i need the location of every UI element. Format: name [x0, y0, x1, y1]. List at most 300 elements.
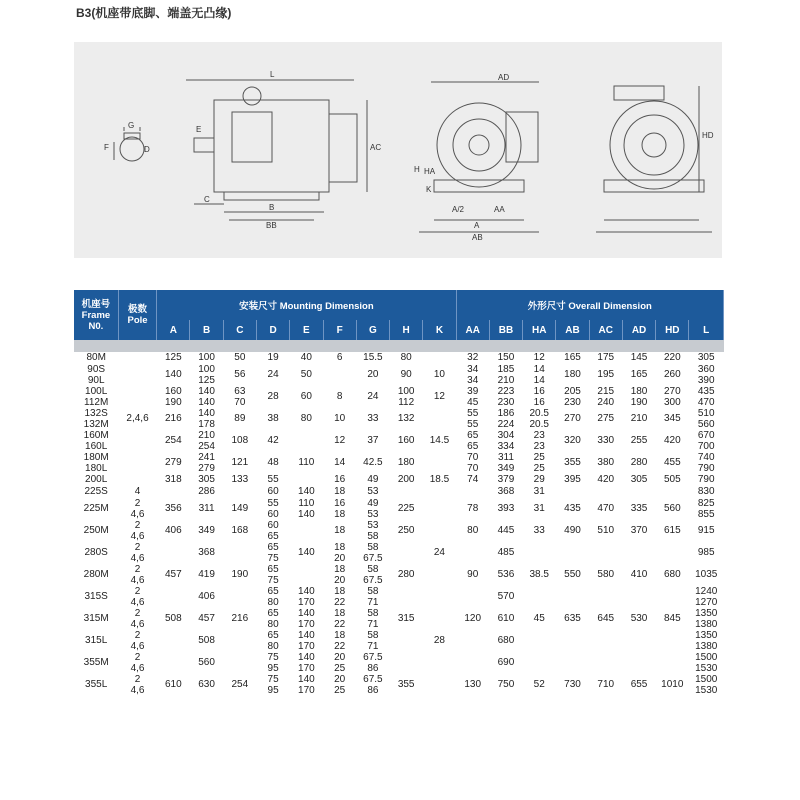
cell-ad — [622, 586, 655, 608]
cell-hd — [656, 498, 689, 520]
cell-value: 455 — [663, 457, 681, 469]
cell-value: 130 — [464, 679, 482, 691]
cell-e — [290, 520, 323, 542]
cell-value: 280 — [630, 457, 648, 469]
cell-value: 255 — [630, 435, 648, 447]
cell-value: 100L — [85, 385, 108, 397]
cell-pole — [118, 630, 156, 652]
cell-b — [190, 520, 223, 542]
cell-ac — [589, 408, 622, 430]
cell-value: 125 — [198, 374, 215, 386]
cell-value: 78 — [467, 503, 479, 515]
cell-ab — [556, 364, 589, 386]
label-ac: AC — [370, 143, 382, 152]
cell-value: 67.5 — [363, 552, 383, 564]
cell-value: 349 — [198, 525, 215, 537]
cell-b — [190, 542, 223, 564]
cell-value: 490 — [564, 525, 581, 537]
cell-pole — [118, 652, 156, 674]
cell-value: 33 — [367, 413, 379, 425]
cell-value: 330 — [597, 435, 615, 447]
cell-value: 560 — [697, 418, 715, 430]
cell-k — [423, 452, 456, 474]
cell-value: 610 — [497, 613, 515, 625]
label-ab: AB — [472, 233, 483, 242]
cell-pole — [118, 474, 156, 486]
cell-b — [190, 630, 223, 652]
cell-value: 180 — [397, 457, 415, 469]
cell-b — [190, 452, 223, 474]
cell-e — [290, 498, 323, 520]
table-row — [74, 430, 724, 452]
cell-ac — [589, 386, 622, 408]
cell-bb — [489, 498, 522, 520]
cell-c — [223, 486, 256, 498]
cell-value: 655 — [630, 679, 648, 691]
cell-value: 435 — [697, 385, 715, 397]
cell-value: 22 — [334, 618, 346, 630]
cell-value: 4,6 — [130, 684, 145, 696]
cell-e — [290, 608, 323, 630]
cell-ad — [622, 498, 655, 520]
cell-value: 250 — [397, 525, 415, 537]
table-row — [74, 486, 724, 498]
cell-bb — [489, 474, 522, 486]
cell-value: 45 — [533, 613, 545, 625]
cell-e — [290, 630, 323, 652]
column-header-f: F — [323, 320, 356, 340]
cell-pole — [118, 542, 156, 564]
cell-hd — [656, 486, 689, 498]
cell-ha — [523, 486, 556, 498]
cell-value: 20 — [334, 651, 346, 663]
cell-value: 510 — [697, 407, 715, 419]
cell-bb — [489, 564, 522, 586]
cell-l — [689, 386, 724, 408]
label-l: L — [270, 70, 275, 79]
cell-frame — [74, 352, 118, 364]
cell-value: 31 — [533, 503, 545, 515]
cell-value: 223 — [497, 385, 515, 397]
cell-b — [190, 586, 223, 608]
cell-hd — [656, 586, 689, 608]
cell-value: 80 — [467, 525, 479, 537]
cell-aa — [456, 386, 489, 408]
cell-value: 18 — [334, 607, 346, 619]
cell-value: 71 — [367, 596, 379, 608]
cell-ha — [523, 608, 556, 630]
cell-value: 18 — [334, 508, 346, 520]
cell-l — [689, 452, 724, 474]
cell-value: 825 — [697, 497, 715, 509]
cell-ad — [622, 520, 655, 542]
cell-a — [157, 652, 190, 674]
cell-g — [356, 608, 389, 630]
cell-aa — [456, 520, 489, 542]
cell-g — [356, 352, 389, 364]
cell-value: 270 — [564, 413, 581, 425]
cell-value: 225M — [83, 503, 109, 515]
column-header-c: C — [223, 320, 256, 340]
cell-ab — [556, 520, 589, 542]
cell-value: 58 — [367, 530, 379, 542]
cell-value: 305 — [198, 474, 215, 486]
cell-value: 580 — [597, 569, 615, 581]
cell-value: 108 — [231, 435, 249, 447]
cell-aa — [456, 452, 489, 474]
cell-value: 355 — [564, 457, 581, 469]
cell-hd — [656, 630, 689, 652]
cell-value: 18 — [334, 541, 346, 553]
cell-bb — [489, 408, 522, 430]
cell-value: 16 — [334, 474, 346, 486]
cell-b — [190, 352, 223, 364]
cell-l — [689, 474, 724, 486]
label-bb: BB — [266, 221, 277, 230]
cell-value: 790 — [697, 474, 715, 486]
cell-value: 75 — [267, 651, 279, 663]
cell-value: 4 — [134, 486, 141, 498]
cell-l — [689, 430, 724, 452]
cell-value: 380 — [597, 457, 615, 469]
rear-view-circle — [610, 101, 698, 189]
cell-value: 80M — [86, 352, 106, 364]
cell-value: 536 — [497, 569, 515, 581]
cell-value: 670 — [697, 429, 715, 441]
cell-ab — [556, 652, 589, 674]
cell-frame — [74, 452, 118, 474]
cell-value: 740 — [697, 451, 715, 463]
cell-value: 280S — [84, 547, 108, 559]
cell-ha — [523, 474, 556, 486]
cell-g — [356, 364, 389, 386]
cell-bb — [489, 386, 522, 408]
terminal-box — [232, 112, 272, 162]
cell-value: 168 — [231, 525, 249, 537]
cell-g — [356, 498, 389, 520]
cell-e — [290, 430, 323, 452]
cell-k — [423, 586, 456, 608]
cell-hd — [656, 364, 689, 386]
cell-value: 165 — [630, 369, 648, 381]
cell-value: 63 — [234, 385, 246, 397]
cell-ha — [523, 386, 556, 408]
cell-frame — [74, 408, 118, 430]
cell-ad — [622, 452, 655, 474]
cell-f — [323, 364, 356, 386]
cell-ha — [523, 564, 556, 586]
cell-value: 410 — [630, 569, 648, 581]
cell-value: 58 — [367, 585, 379, 597]
cell-value: 53 — [367, 508, 379, 520]
cell-k — [423, 352, 456, 364]
cell-value: 355 — [397, 679, 415, 691]
cell-value: 254 — [231, 679, 249, 691]
table-row — [74, 564, 724, 586]
cell-value: 58 — [367, 541, 379, 553]
cell-value: 635 — [564, 613, 581, 625]
cell-value: 24 — [433, 547, 445, 559]
cell-ad — [622, 652, 655, 674]
cell-ad — [622, 430, 655, 452]
frame-header — [74, 290, 118, 340]
cell-ab — [556, 498, 589, 520]
drawing-svg — [74, 42, 722, 258]
cell-value: 355M — [83, 657, 109, 669]
cell-c — [223, 408, 256, 430]
cell-f — [323, 352, 356, 364]
cell-pole — [118, 586, 156, 608]
cell-e — [290, 352, 323, 364]
cell-bb — [489, 520, 522, 542]
cell-k — [423, 564, 456, 586]
cell-value: 195 — [597, 369, 615, 381]
cell-l — [689, 630, 724, 652]
label-aa: AA — [494, 205, 505, 214]
cell-value: 160L — [85, 440, 108, 452]
cell-pole — [118, 408, 156, 430]
column-header-ha: HA — [523, 320, 556, 340]
cell-f — [323, 452, 356, 474]
cell-b — [190, 408, 223, 430]
cell-value: 71 — [367, 618, 379, 630]
cell-value: 180 — [564, 369, 581, 381]
cell-value: 24 — [267, 369, 279, 381]
label-h: H — [414, 165, 420, 174]
front-terminal-box — [506, 112, 538, 162]
cell-value: 205 — [564, 385, 581, 397]
cell-value: 186 — [497, 407, 515, 419]
column-header-d: D — [256, 320, 289, 340]
cell-k — [423, 486, 456, 498]
cell-ab — [556, 486, 589, 498]
cell-frame — [74, 586, 118, 608]
cell-value: 112M — [84, 396, 109, 408]
cell-ac — [589, 520, 622, 542]
cell-value: 200L — [85, 474, 108, 486]
cell-value: 32 — [467, 352, 479, 364]
cell-value: 254 — [198, 440, 215, 452]
cell-ha — [523, 674, 556, 696]
cell-value: 530 — [630, 613, 648, 625]
cell-value: 12 — [533, 352, 545, 364]
cell-value: 50 — [234, 352, 246, 364]
cell-value: 4,6 — [130, 640, 145, 652]
cell-f — [323, 630, 356, 652]
cell-e — [290, 652, 323, 674]
cell-aa — [456, 652, 489, 674]
cell-value: 80 — [267, 596, 279, 608]
cell-value: 510 — [597, 525, 615, 537]
cell-h — [390, 520, 423, 542]
cell-value: 390 — [697, 374, 715, 386]
cell-ab — [556, 608, 589, 630]
label-d: D — [144, 145, 150, 154]
cell-c — [223, 564, 256, 586]
cell-d — [256, 452, 289, 474]
cell-value: 67.5 — [363, 651, 383, 663]
cell-value: 18 — [334, 563, 346, 575]
cell-value: 241 — [198, 451, 215, 463]
cell-value: 140 — [298, 547, 315, 559]
cell-value: 120 — [464, 613, 482, 625]
cell-hd — [656, 520, 689, 542]
cell-d — [256, 364, 289, 386]
cell-value: 1350 — [695, 607, 718, 619]
cell-value: 49 — [367, 497, 379, 509]
cell-value: 145 — [630, 352, 648, 364]
cell-value: 140 — [198, 396, 215, 408]
cell-value: 22 — [334, 596, 346, 608]
cell-value: 349 — [497, 462, 515, 474]
cell-value: 225S — [84, 486, 108, 498]
cell-value: 508 — [198, 635, 215, 647]
column-header-aa: AA — [456, 320, 489, 340]
cell-ad — [622, 674, 655, 696]
column-header-h: H — [390, 320, 423, 340]
cell-value: 2 — [134, 563, 141, 575]
cell-frame — [74, 498, 118, 520]
cell-aa — [456, 564, 489, 586]
cell-value: 58 — [367, 563, 379, 575]
frame-header-cn: 机座号 — [81, 298, 111, 310]
cell-g — [356, 408, 389, 430]
cell-value: 140 — [298, 673, 315, 685]
shaft — [194, 138, 214, 152]
cell-value: 52 — [533, 679, 545, 691]
cell-value: 55 — [267, 497, 279, 509]
cell-value: 360 — [697, 363, 715, 375]
cell-value: 58 — [367, 629, 379, 641]
cell-e — [290, 452, 323, 474]
cell-value: 70 — [234, 396, 246, 408]
cell-ac — [589, 674, 622, 696]
cell-frame — [74, 630, 118, 652]
cell-value: 406 — [198, 591, 215, 603]
cell-value: 75 — [267, 574, 279, 586]
cell-value: 70 — [467, 451, 479, 463]
cell-value: 165 — [564, 352, 581, 364]
cell-value: 121 — [231, 457, 249, 469]
cell-value: 180 — [630, 385, 648, 397]
cell-a — [157, 474, 190, 486]
cell-value: 39 — [467, 385, 479, 397]
cell-pole — [118, 486, 156, 498]
cell-value: 830 — [697, 486, 715, 498]
cell-f — [323, 542, 356, 564]
cell-f — [323, 386, 356, 408]
cell-bb — [489, 630, 522, 652]
cell-value: 23 — [533, 429, 545, 441]
label-a: A — [474, 221, 480, 230]
cell-bb — [489, 586, 522, 608]
cell-ac — [589, 364, 622, 386]
cell-bb — [489, 486, 522, 498]
cell-c — [223, 608, 256, 630]
cell-value: 140 — [298, 508, 315, 520]
cell-value: 149 — [231, 503, 249, 515]
cell-value: 19 — [267, 352, 279, 364]
cell-hd — [656, 452, 689, 474]
cell-value: 56 — [234, 369, 246, 381]
cell-h — [390, 564, 423, 586]
cell-value: 170 — [298, 662, 315, 674]
cell-value: 286 — [198, 486, 215, 498]
column-header-hd: HD — [656, 320, 689, 340]
cell-b — [190, 386, 223, 408]
cell-ac — [589, 474, 622, 486]
cell-c — [223, 386, 256, 408]
cell-value: 2 — [134, 651, 141, 663]
cell-value: 29 — [533, 474, 545, 486]
cell-value: 110 — [298, 457, 315, 469]
cell-value: 240 — [597, 396, 615, 408]
cell-value: 855 — [697, 508, 715, 520]
table-row — [74, 608, 724, 630]
cell-value: 18 — [334, 585, 346, 597]
table-row — [74, 452, 724, 474]
cell-value: 100 — [198, 363, 215, 375]
cell-value: 112 — [398, 396, 415, 408]
cell-f — [323, 608, 356, 630]
cell-value: 80 — [267, 618, 279, 630]
cell-value: 1380 — [695, 618, 718, 630]
cell-value: 60 — [267, 508, 279, 520]
cell-d — [256, 430, 289, 452]
cell-bb — [489, 452, 522, 474]
cell-b — [190, 608, 223, 630]
cell-value: 254 — [164, 435, 182, 447]
cell-h — [390, 498, 423, 520]
cell-k — [423, 408, 456, 430]
cell-frame — [74, 520, 118, 542]
cell-frame — [74, 674, 118, 696]
cell-value: 95 — [267, 662, 279, 674]
cell-h — [390, 352, 423, 364]
cell-c — [223, 452, 256, 474]
cell-c — [223, 652, 256, 674]
cell-value: 140 — [298, 486, 315, 498]
cell-a — [157, 352, 190, 364]
dimension-table-wrapper — [74, 290, 724, 696]
cell-value: 140 — [298, 585, 315, 597]
cell-value: 368 — [198, 547, 215, 559]
cell-k — [423, 652, 456, 674]
cell-value: 1035 — [695, 569, 718, 581]
cell-value: 560 — [198, 657, 215, 669]
cell-ab — [556, 630, 589, 652]
cell-value: 31 — [533, 486, 545, 498]
cell-value: 311 — [198, 503, 215, 515]
cell-bb — [489, 608, 522, 630]
cell-a — [157, 486, 190, 498]
cell-value: 65 — [267, 629, 279, 641]
cell-l — [689, 564, 724, 586]
cell-h — [390, 674, 423, 696]
cell-ha — [523, 352, 556, 364]
cell-ac — [589, 452, 622, 474]
cell-value: 14 — [334, 457, 346, 469]
cell-value: 216 — [231, 613, 249, 625]
cell-value: 140 — [198, 407, 215, 419]
cell-f — [323, 498, 356, 520]
cell-c — [223, 542, 256, 564]
cell-value: 420 — [597, 474, 615, 486]
cell-value: 67.5 — [363, 574, 383, 586]
cell-value: 125 — [164, 352, 182, 364]
cell-value: 180M — [83, 451, 109, 463]
cell-ab — [556, 452, 589, 474]
